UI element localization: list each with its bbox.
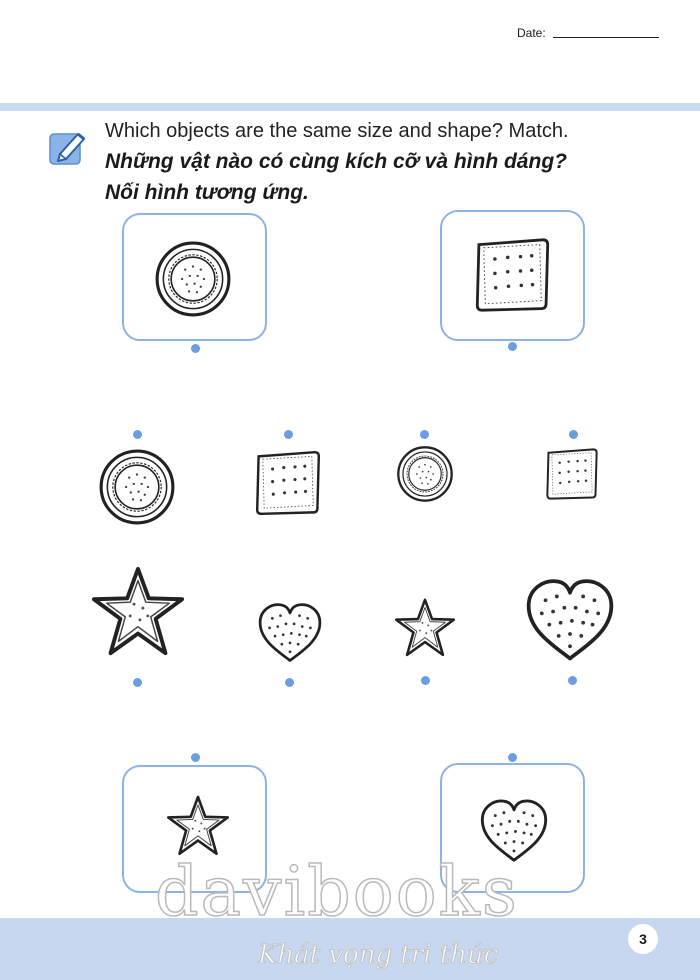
pencil-icon xyxy=(48,128,88,166)
match-dot[interactable] xyxy=(508,342,517,351)
match-dot[interactable] xyxy=(421,676,430,685)
square-cracker-small-icon[interactable] xyxy=(542,446,602,502)
match-dot[interactable] xyxy=(133,678,142,687)
star-cookie-small-icon[interactable] xyxy=(391,596,459,660)
instruction-vietnamese-line1: Những vật nào có cùng kích cỡ và hình dáng? xyxy=(105,150,567,173)
match-dot[interactable] xyxy=(420,430,429,439)
round-cookie-icon[interactable] xyxy=(154,240,232,318)
page-number: 3 xyxy=(628,924,658,954)
match-dot[interactable] xyxy=(508,753,517,762)
star-cookie-icon[interactable] xyxy=(163,793,233,859)
square-cracker-icon[interactable] xyxy=(470,235,555,315)
match-dot[interactable] xyxy=(133,430,142,439)
watermark-brand: davibooks xyxy=(155,853,519,932)
star-cookie-large-icon[interactable] xyxy=(86,563,190,661)
date-line[interactable] xyxy=(553,37,659,38)
match-dot[interactable] xyxy=(569,430,578,439)
square-cracker-large-icon[interactable] xyxy=(246,448,330,518)
date-label: Date: xyxy=(517,26,546,40)
round-cookie-small-icon[interactable] xyxy=(396,445,454,503)
heart-cookie-large-icon[interactable] xyxy=(520,572,620,666)
match-dot[interactable] xyxy=(568,676,577,685)
header-band xyxy=(0,103,700,111)
instruction-english: Which objects are the same size and shape? Match. xyxy=(105,120,569,142)
match-dot[interactable] xyxy=(191,753,200,762)
match-dot[interactable] xyxy=(285,678,294,687)
round-cookie-large-icon[interactable] xyxy=(98,448,176,526)
match-dot[interactable] xyxy=(191,344,200,353)
instruction-vietnamese-line2: Nối hình tương ứng. xyxy=(105,181,309,204)
watermark-slogan: Khát vọng tri thức xyxy=(258,940,499,970)
match-dot[interactable] xyxy=(284,430,293,439)
heart-cookie-small-icon[interactable] xyxy=(254,598,326,666)
